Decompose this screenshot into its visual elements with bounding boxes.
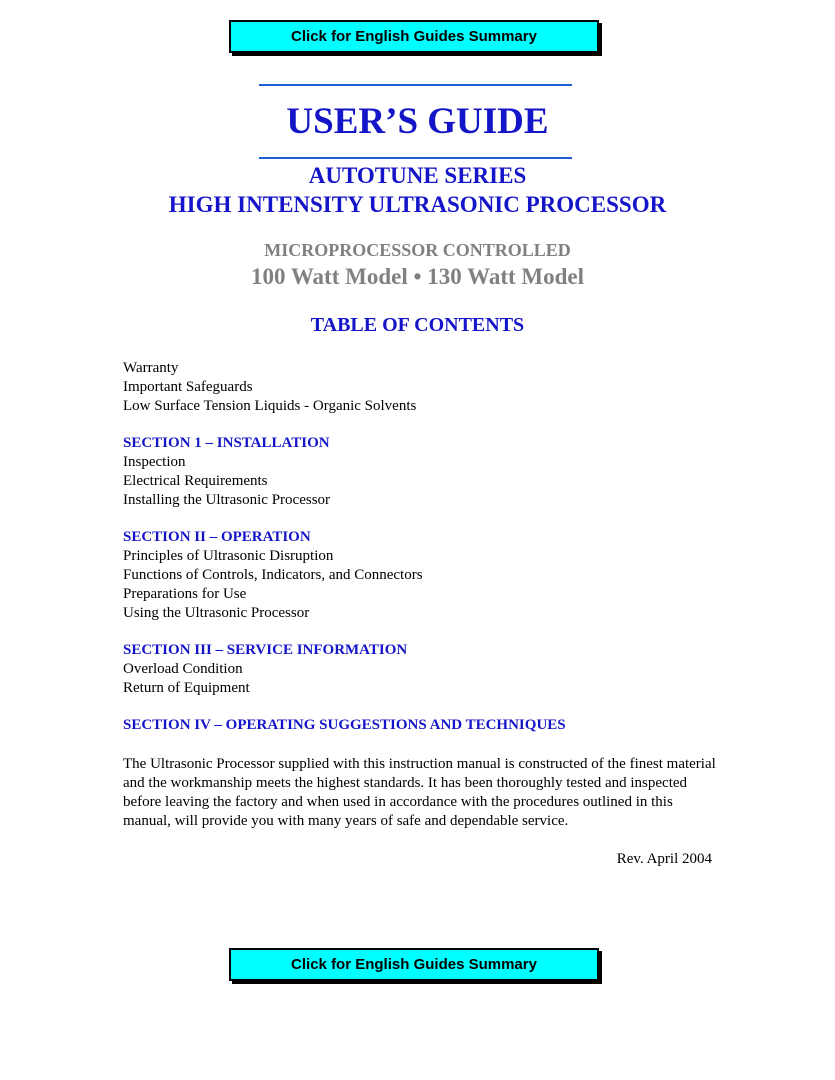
toc-section-1 (123, 434, 330, 510)
toc-item: Inspection (123, 454, 186, 470)
title-top-rule (259, 84, 572, 86)
toc-item: Electrical Requirements (123, 473, 268, 489)
guides-summary-button-top[interactable]: Click for English Guides Summary (229, 20, 599, 53)
toc-heading: TABLE OF CONTENTS (310, 314, 525, 336)
page-title: USER’S GUIDE (286, 101, 549, 142)
toc-item: Important Safeguards (123, 379, 253, 395)
toc-item: Principles of Ultrasonic Disruption (123, 548, 334, 564)
toc-section-heading: SECTION III – SERVICE INFORMATION (123, 642, 408, 658)
control-subtitle: MICROPROCESSOR CONTROLLED (264, 240, 571, 260)
models-subtitle: 100 Watt Model • 130 Watt Model (250, 264, 585, 289)
series-title: AUTOTUNE SERIES (308, 163, 527, 188)
toc-section-heading: SECTION IV – OPERATING SUGGESTIONS AND TECHNIQUES (123, 717, 566, 733)
revision-date: Rev. April 2004 (616, 851, 712, 867)
toc-item: Overload Condition (123, 661, 243, 677)
toc-item: Using the Ultrasonic Processor (123, 605, 310, 621)
toc-section-heading: SECTION II – OPERATION (123, 529, 311, 545)
toc-item: Functions of Controls, Indicators, and Connectors (123, 567, 423, 583)
intro-paragraph: The Ultrasonic Processor supplied with this instruction manual is constructed of the finest material and the workmanship meets the highest standards. It has been thoroughly tested and inspected before leaving the factory and when used in accordance with the procedures outlined in this manual, will provide you with many years of safe and dependable service. (123, 756, 716, 829)
toc-intro-list (123, 359, 416, 416)
toc-item: Warranty (123, 360, 179, 376)
toc-section-3 (123, 641, 407, 698)
title-bottom-rule (259, 157, 572, 159)
toc-item: Installing the Ultrasonic Processor (123, 492, 331, 508)
toc-item: Low Surface Tension Liquids - Organic Solvents (123, 398, 417, 414)
toc-section-heading: SECTION 1 – INSTALLATION (123, 435, 330, 451)
guides-summary-button-bottom[interactable]: Click for English Guides Summary (229, 948, 599, 981)
product-title: HIGH INTENSITY ULTRASONIC PROCESSOR (168, 192, 667, 217)
toc-item: Preparations for Use (123, 586, 247, 602)
toc-item: Return of Equipment (123, 680, 250, 696)
toc-section-2 (123, 528, 423, 623)
toc-section-4 (123, 716, 566, 735)
